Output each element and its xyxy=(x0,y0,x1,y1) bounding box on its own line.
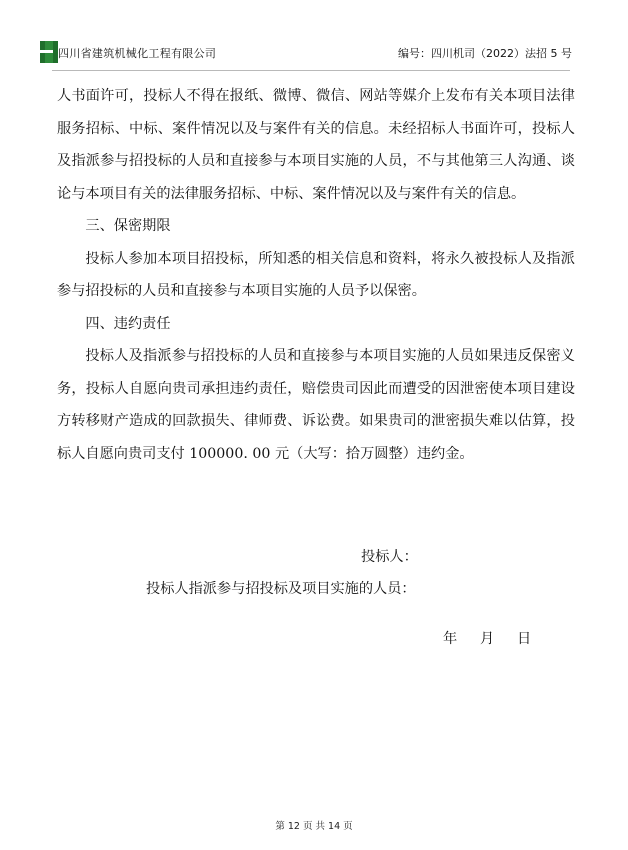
page-number: 第 12 页 共 14 页 xyxy=(275,821,353,832)
date-year-label: 年 xyxy=(443,631,458,647)
bidder-signature-label: 投标人： xyxy=(361,549,418,565)
paragraph-breach-liability: 投标人及指派参与招投标的人员和直接参与本项目实施的人员如果违反保密义务，投标人自愿向贵司承担违约责任，赔偿贵司因此而遭受的因泄密使本项目建设方转移财产造成的回款损失、律师费、诉讼费。如果贵司的泄密损失难以估算，投标人自愿向贵司支付 100000. 00 元（大写：拾万圆整）违约金。 xyxy=(57,348,575,462)
header-divider xyxy=(52,70,570,71)
document-number: 编号：四川机司（2022）法招 5 号 xyxy=(398,47,572,60)
paragraph-confidentiality-period: 投标人参加本项目招投标，所知悉的相关信息和资料，将永久被投标人及指派参与招投标的人员和直接参与本项目实施的人员予以保密。 xyxy=(57,250,575,299)
document-body xyxy=(57,80,575,470)
page-header xyxy=(38,38,572,68)
section-heading-breach-liability: 四、违约责任 xyxy=(85,315,171,332)
paragraph-confidentiality-continued: 人书面许可，投标人不得在报纸、微博、微信、网站等媒介上发布有关本项目法律服务招标、中标、案件情况以及与案件有关的信息。未经招标人书面许可，投标人及指派参与招投标的人员和直接参与本项目实施的人员，不与其他第三人沟通、谈论与本项目有关的法律服务招标、中标、案件情况以及与案件有关的信息。 xyxy=(57,88,575,202)
section-heading-confidentiality-period: 三、保密期限 xyxy=(85,218,171,234)
date-day-label: 日 xyxy=(517,631,532,647)
company-name: 四川省建筑机械化工程有限公司 xyxy=(58,47,217,60)
staff-signature-label: 投标人指派参与招投标及项目实施的人员： xyxy=(146,581,416,597)
company-logo-icon xyxy=(40,41,58,63)
date-month-label: 月 xyxy=(480,631,495,647)
